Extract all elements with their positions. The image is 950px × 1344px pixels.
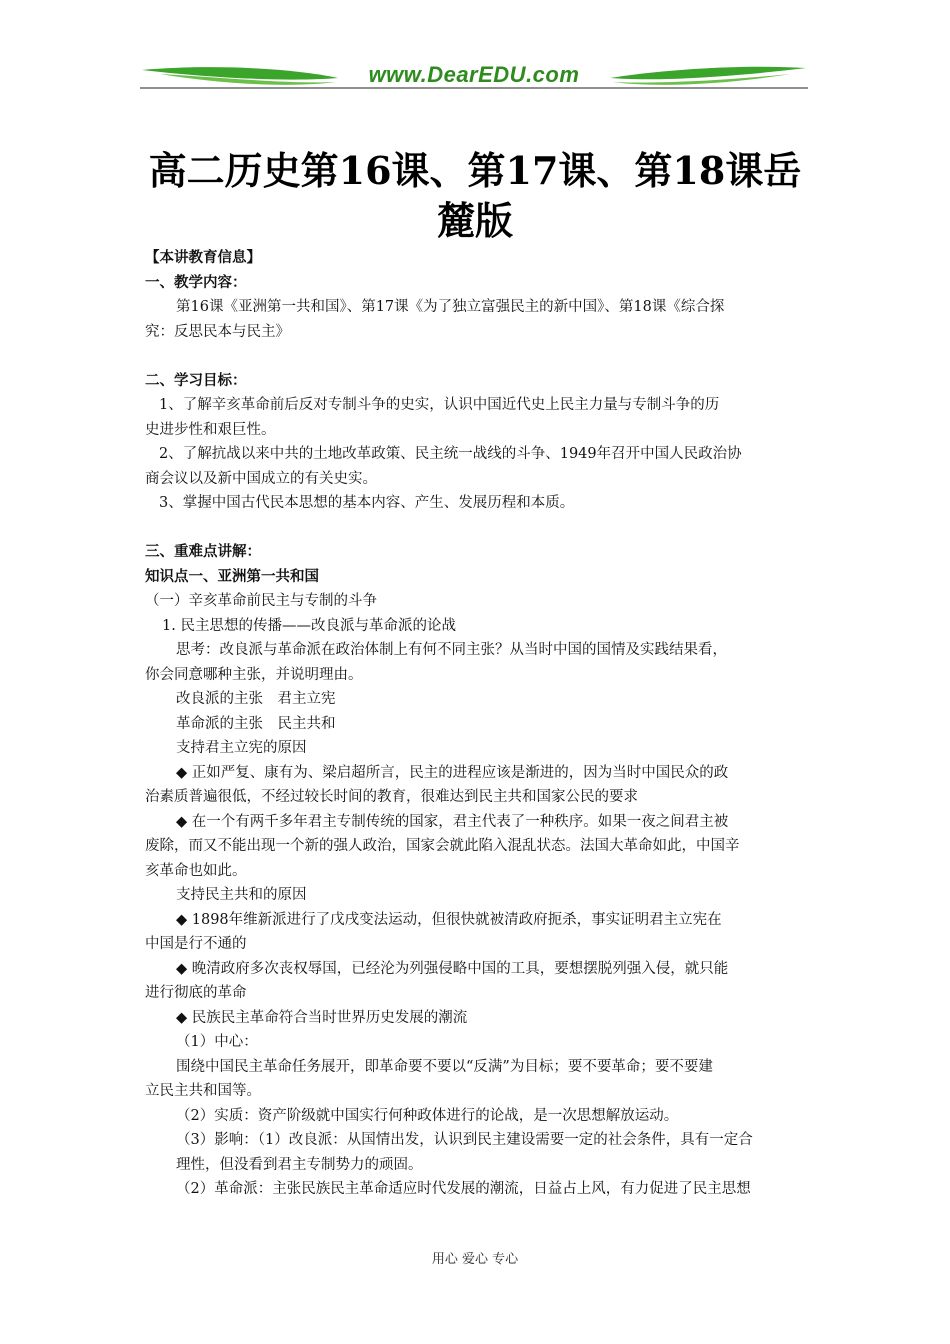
paragraph-line: 究：反思民本与民主》	[145, 323, 290, 340]
paragraph-line: 商会议以及新中国成立的有关史实。	[145, 470, 377, 487]
paragraph-line: 第16课《亚洲第一共和国》、第17课《为了独立富强民主的新中国》、第18课《综合探	[176, 299, 725, 315]
paragraph-line: 治素质普遍很低，不经过较长时间的教育，很难达到民主共和国家公民的要求	[145, 789, 638, 805]
paragraph-line: 革命派的主张 民主共和	[176, 715, 336, 732]
paragraph-line: 3、掌握中国古代民本思想的基本内容、产生、发展历程和本质。	[159, 495, 575, 511]
page-footer: 用心 爱心 专心	[431, 1252, 519, 1267]
section-heading-goals: 二、学习目标：	[145, 371, 247, 389]
paragraph-line: （2）实质：资产阶级就中国实行何种政体进行的论战，是一次思想解放运动。	[176, 1107, 679, 1124]
title-line-2: 麓版	[436, 198, 513, 243]
bullet-line: ◆ 在一个有两千多年君主专制传统的国家，君主代表了一种秩序。如果一夜之间君主被	[176, 813, 729, 830]
paragraph-line: 支持民主共和的原因	[176, 887, 307, 903]
page-title	[145, 146, 805, 246]
paragraph-line: 史进步性和艰巨性。	[145, 421, 276, 438]
paragraph-line: 进行彻底的革命	[145, 985, 247, 1001]
section-heading-content: 一、教学内容：	[145, 273, 247, 291]
paragraph-line: 1. 民主思想的传播——改良派与革命派的论战	[162, 617, 456, 634]
paragraph-line: 支持君主立宪的原因	[176, 740, 307, 756]
paragraph-line: 立民主共和国等。	[145, 1083, 261, 1099]
site-header	[140, 58, 808, 98]
title-line-1: 高二历史第16课、第17课、第18课岳	[148, 148, 802, 193]
bullet-line: ◆ 民族民主革命符合当时世界历史发展的潮流	[176, 1009, 468, 1026]
section-info-heading: 【本讲教育信息】	[145, 249, 261, 266]
blank-line	[145, 516, 807, 541]
subsection-heading: （一）辛亥革命前民主与专制的斗争	[145, 593, 377, 609]
paragraph-line: 改良派的主张 君主立宪	[176, 691, 336, 707]
paragraph-line: （2）革命派：主张民族民主革命适应时代发展的潮流，日益占上风，有力促进了民主思想	[176, 1181, 751, 1197]
section-heading-key-points: 三、重难点讲解：	[145, 543, 261, 560]
paragraph-line: （3）影响：（1）改良派：从国情出发，认识到民主建设需要一定的社会条件，具有一定合	[176, 1132, 753, 1148]
paragraph-line: 2、了解抗战以来中共的土地改革政策、民主统一战线的斗争、1949年召开中国人民政治协	[159, 446, 742, 462]
paragraph-line: （1）中心：	[176, 1034, 258, 1050]
bullet-line: ◆ 1898年维新派进行了戊戌变法运动，但很快就被清政府扼杀，事实证明君主立宪在	[176, 911, 722, 928]
knowledge-point-heading: 知识点一、亚洲第一共和国	[145, 567, 319, 585]
paragraph-line: 理性，但没看到君主专制势力的顽固。	[176, 1156, 423, 1173]
paragraph-line: 你会同意哪种主张，并说明理由。	[145, 666, 363, 683]
blank-line	[145, 344, 807, 369]
paragraph-line: 中国是行不通的	[145, 936, 247, 952]
paragraph-line: 1、了解辛亥革命前后反对专制斗争的史实，认识中国近代史上民主力量与专制斗争的历	[159, 397, 720, 413]
paragraph-line: 围绕中国民主革命任务展开，即革命要不要以“反满”为目标；要不要革命；要不要建	[176, 1058, 713, 1075]
paragraph-line: 废除，而又不能出现一个新的强人政治，国家会就此陷入混乱状态。法国大革命如此，中国辛	[145, 838, 740, 854]
document-body	[145, 246, 807, 1202]
site-logo-text[interactable]: www.DearEDU.com	[368, 62, 580, 87]
paragraph-line: 亥革命也如此。	[145, 862, 247, 879]
bullet-line: ◆ 正如严复、康有为、梁启超所言，民主的进程应该是渐进的，因为当时中国民众的政	[176, 764, 729, 781]
paragraph-line: 思考：改良派与革命派在政治体制上有何不同主张？从当时中国的国情及实践结果看，	[176, 642, 727, 658]
bullet-line: ◆ 晚清政府多次丧权辱国，已经沦为列强侵略中国的工具，要想摆脱列强入侵，就只能	[176, 960, 729, 977]
